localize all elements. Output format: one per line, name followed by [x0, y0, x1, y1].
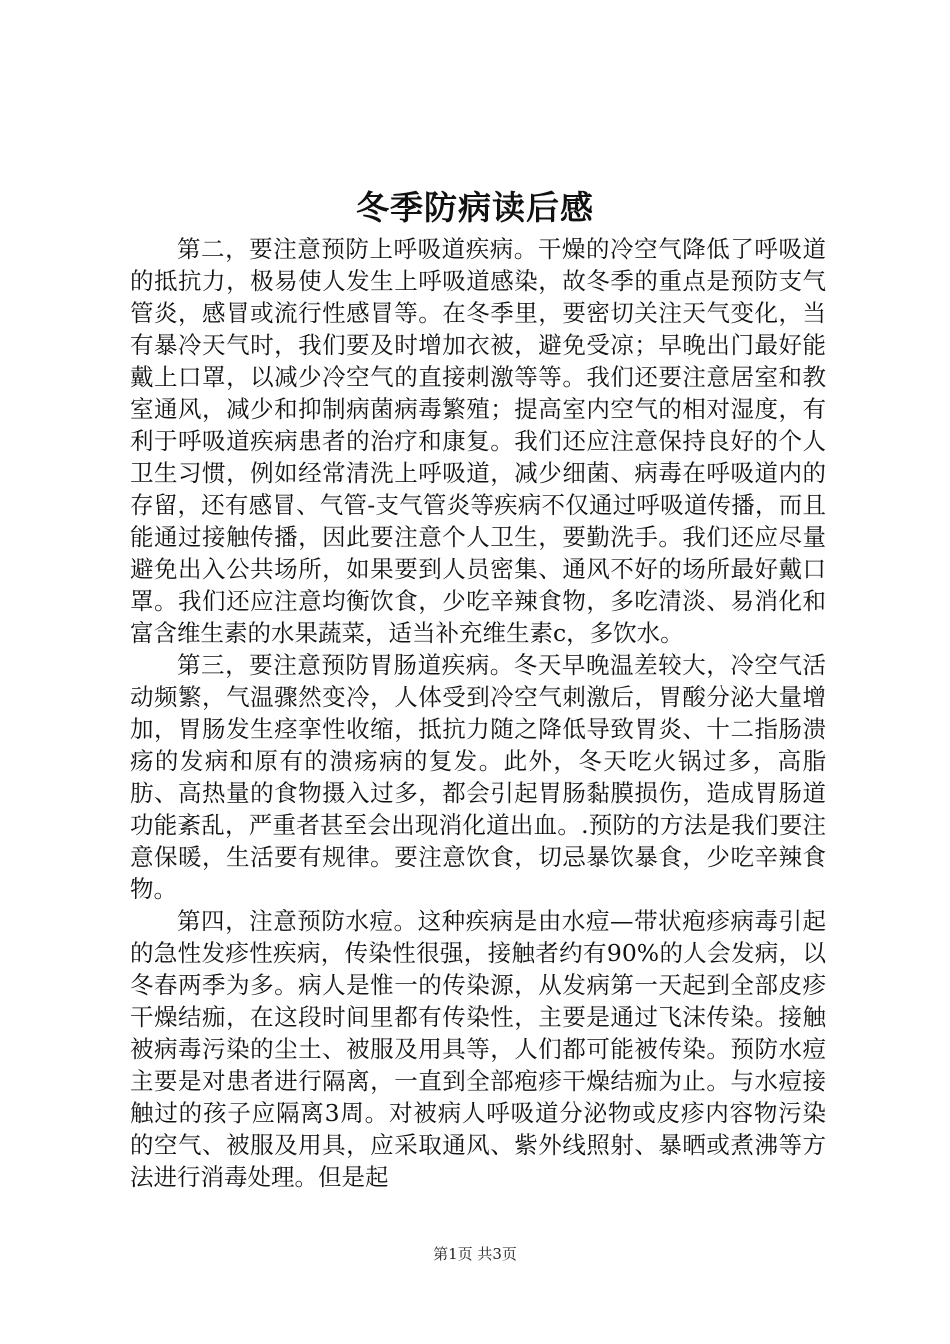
paragraph-third: 第三，要注意预防胃肠道疾病。冬天早晚温差较大，冷空气活动频繁，气温骤然变冷，人体受到冷空气刺激后，胃酸分泌大量增加，胃肠发生痉挛性收缩，抵抗力随之降低导致胃炎、十二指肠溃疡的发病和原有的溃疡病的复发。此外，冬天吃火锅过多，高脂肪、高热量的食物摄入过多，都会引起胃肠黏膜损伤，造成胃肠道功能紊乱，严重者甚至会出现消化道出血。.预防的方法是我们要注意保暖，生活要有规律。要注意饮食，切忌暴饮暴食，少吃辛辣食物。: [130, 651, 826, 903]
page-number-footer: 第1页 共3页: [433, 1245, 517, 1263]
page-title: 冬季防病读后感: [356, 188, 594, 227]
paragraph-fourth: 第四，注意预防水痘。这种疾病是由水痘—带状疱疹病毒引起的急性发疹性疾病，传染性很强，接触者约有90%的人会发病，以冬春两季为多。病人是惟一的传染源，从发病第一天起到全部皮疹干燥结痂，在这段时间里都有传染性，主要是通过飞沫传染。接触被病毒污染的尘土、被服及用具等，人们都可能被传染。预防水痘主要是对患者进行隔离，一直到全部疱疹干燥结痂为止。与水痘接触过的孩子应隔离3周。对被病人呼吸道分泌物或皮疹内容物污染的空气、被服及用具，应采取通风、紫外线照射、暴晒或煮沸等方法进行消毒处理。但是起: [130, 907, 826, 1191]
paragraph-second: 第二，要注意预防上呼吸道疾病。干燥的冷空气降低了呼吸道的抵抗力，极易使人发生上呼吸道感染，故冬季的重点是预防支气管炎，感冒或流行性感冒等。在冬季里，要密切关注天气变化，当有暴冷天气时，我们要及时增加衣被，避免受凉；早晚出门最好能戴上口罩，以减少冷空气的直接刺激等等。我们还要注意居室和教室通风，减少和抑制病菌病毒繁殖；提高室内空气的相对湿度，有利于呼吸道疾病患者的治疗和康复。我们还应注意保持良好的个人卫生习惯，例如经常清洗上呼吸道，减少细菌、病毒在呼吸道内的存留，还有感冒、气管-支气管炎等疾病不仅通过呼吸道传播，而且能通过接触传播，因此要注意个人卫生，要勤洗手。我们还应尽量避免出入公共场所，如果要到人员密集、通风不好的场所最好戴口罩。我们还应注意均衡饮食，少吃辛辣食物，多吃清淡、易消化和富含维生素的水果蔬菜，适当补充维生素c，多饮水。: [130, 235, 826, 647]
document-body: [130, 233, 826, 1193]
